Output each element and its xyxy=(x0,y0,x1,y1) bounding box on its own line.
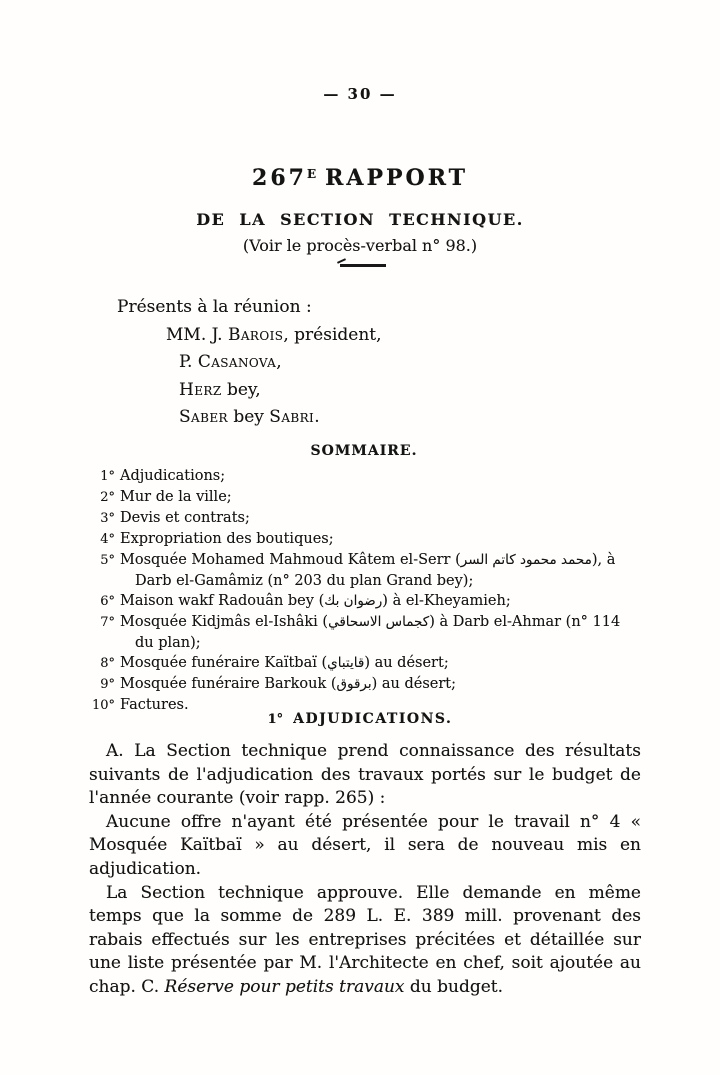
sommaire-item: 9° Mosquée funéraire Barkouk (برقوق) au désert; xyxy=(85,674,643,695)
report-title-word: RAPPORT xyxy=(325,165,468,191)
body-paragraph: Aucune offre n'ayant été présentée pour le travail n° 4 « Mosquée Kaïtbaï » au désert, il sera de nouveau mis en adjudication. xyxy=(89,811,641,879)
report-title-number: 267 xyxy=(252,165,307,191)
arabic-text: رضوان بك xyxy=(324,593,383,609)
body-text xyxy=(89,740,641,1000)
arabic-text: كجماس الاسحاقي xyxy=(328,614,430,630)
attendee-line: Herz bey, xyxy=(179,379,261,400)
section-heading-adjudications xyxy=(0,711,720,727)
small-caps-name: Casanova xyxy=(197,352,277,372)
section-heading-label: ADJUDICATIONS. xyxy=(293,711,453,727)
attendees-intro: Présents à la réunion : xyxy=(117,297,312,317)
sommaire-item: 4° Expropriation des boutiques; xyxy=(85,529,643,550)
sommaire-item: 5° Mosquée Mohamed Mahmoud Kâtem el-Serr (محمد محمود كاتم السر), à Darb el-Gamâmiz (n° 203 du plan Grand bey); xyxy=(85,550,643,591)
arabic-text: محمد محمود كاتم السر xyxy=(460,552,592,568)
sommaire-item-number: 5° xyxy=(100,553,115,568)
attendee-line: MM. J. Barois, président, xyxy=(166,324,382,345)
report-subtitle: DE LA SECTION TECHNIQUE. xyxy=(196,210,524,229)
sommaire-item-number: 2° xyxy=(100,490,115,505)
sommaire-item-number: 6° xyxy=(100,594,115,609)
sommaire-section xyxy=(85,443,643,716)
sommaire-item: 6° Maison wakf Radouân bey (رضوان بك) à el-Kheyamieh; xyxy=(85,591,643,612)
sommaire-item-number: 8° xyxy=(100,656,115,671)
sommaire-heading: SOMMAIRE. xyxy=(310,443,418,459)
sommaire-item: 8° Mosquée funéraire Kaïtbaï (قايتباي) au désert; xyxy=(85,653,643,674)
attendee-line: Saber bey Sabri. xyxy=(179,407,320,427)
small-caps-name: Herz xyxy=(179,379,222,400)
arabic-text: قايتباي xyxy=(327,655,365,671)
decorative-rule xyxy=(340,264,386,267)
sommaire-item: 3° Devis et contrats; xyxy=(85,508,643,529)
report-title xyxy=(0,165,720,191)
sommaire-item-number: 4° xyxy=(100,532,115,547)
attendees-section xyxy=(117,294,382,432)
arabic-text: برقوق xyxy=(336,676,372,692)
sommaire-item-number: 7° xyxy=(100,615,115,630)
sommaire-item-number: 10° xyxy=(91,698,115,713)
sommaire-item: 2° Mur de la ville; xyxy=(85,487,643,508)
sommaire-list xyxy=(85,466,643,716)
body-paragraph: La Section technique approuve. Elle demande en même temps que la somme de 289 L. E. 389 mill. provenant des rabais effectués sur les entreprises précitées et détaillée sur une liste présentée par M. l'Architecte en chef, soit ajoutée au chap. C. Réserve pour petits travaux du budget. xyxy=(89,882,641,997)
page-number: — 30 — xyxy=(323,85,397,103)
attendees-list xyxy=(117,322,382,432)
sommaire-item-number: 3° xyxy=(100,511,115,526)
small-caps-name: Saber xyxy=(179,407,228,427)
sommaire-item-number: 1° xyxy=(100,469,115,484)
small-caps-name: Barois xyxy=(227,324,284,345)
sommaire-item: 1° Adjudications; xyxy=(85,466,643,487)
italic-phrase: Réserve pour petits travaux xyxy=(164,976,405,997)
sommaire-item-number: 9° xyxy=(100,677,115,692)
section-heading-number: 1° xyxy=(267,712,284,727)
attendee-line: P. Casanova, xyxy=(179,352,282,372)
small-caps-name: Sabri xyxy=(269,407,315,427)
reference-line: (Voir le procès-verbal n° 98.) xyxy=(242,236,478,255)
report-title-ordinal: E xyxy=(306,167,318,181)
body-paragraph: A. La Section technique prend connaissance des résultats suivants de l'adjudication des travaux portés sur le budget de l'année courante (voir rapp. 265) : xyxy=(89,741,641,809)
sommaire-item: 7° Mosquée Kidjmâs el-Ishâki (كجماس الاسحاقي) à Darb el-Ahmar (n° 114 du plan); xyxy=(85,612,643,653)
sommaire-item: 10° Factures. xyxy=(85,695,643,716)
